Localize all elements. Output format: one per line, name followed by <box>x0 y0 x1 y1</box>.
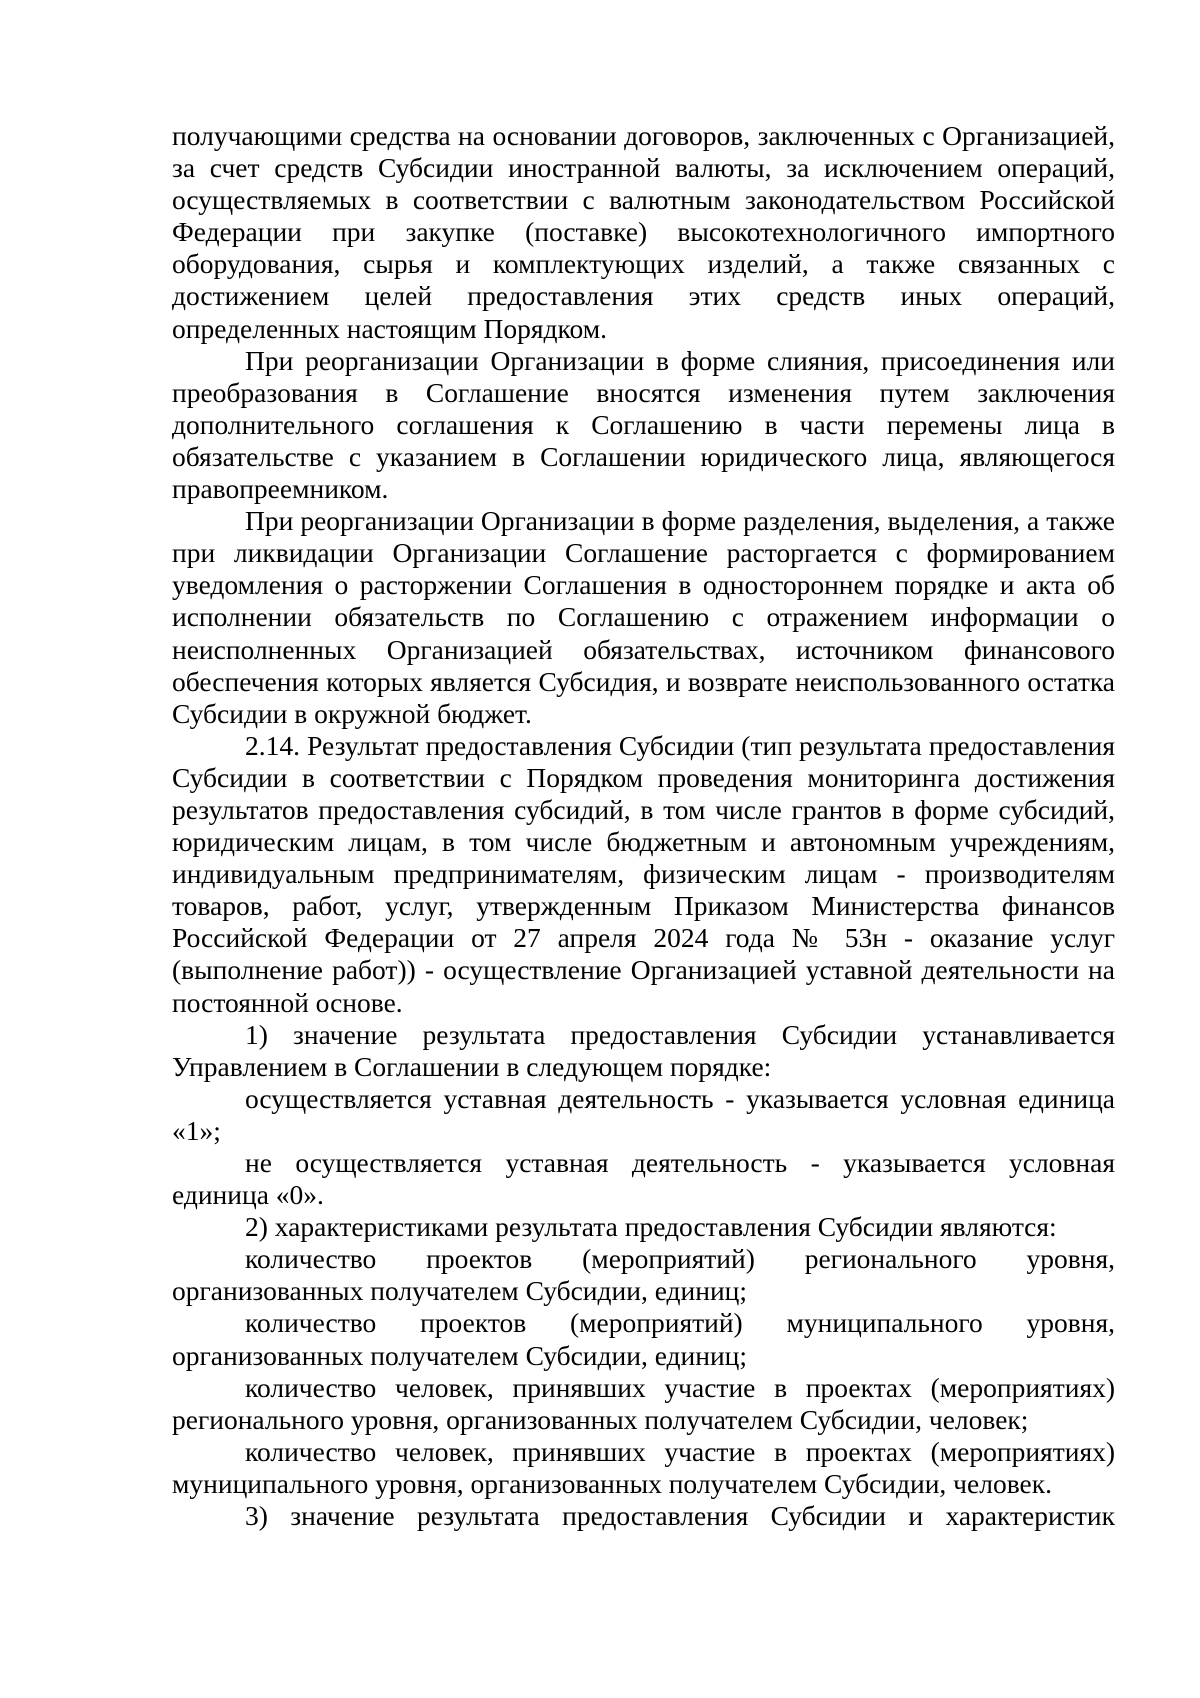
paragraph-item-2-regional-participants: количество человек, принявших участие в проектах (мероприятиях) регионального уровня, организованных получателем Субсидии, человек; <box>172 1371 1115 1435</box>
paragraph-item-1-activity: осуществляется уставная деятельность - указывается условная единица «1»; <box>172 1082 1115 1146</box>
paragraph-item-2-municipal-projects: количество проектов (мероприятий) муниципального уровня, организованных получателем Субсидии, единиц; <box>172 1307 1115 1371</box>
paragraph-item-3-trailing: 3) значение результата предоставления Субсидии и характеристик <box>245 1500 1115 1532</box>
paragraph-item-2: 2) характеристиками результата предоставления Субсидии являются: <box>245 1211 1057 1243</box>
paragraph-item-2-regional-projects: количество проектов (мероприятий) регионального уровня, организованных получателем Субсидии, единиц; <box>172 1243 1115 1307</box>
paragraph-2-14-result: 2.14. Результат предоставления Субсидии (тип результата предоставления Субсидии в соответствии с Порядком проведения мониторинга достижения результатов предоставления субсидий, в том числе грантов в форме субсидий, юридическим лицам, в том числе бюджетным и автономным учреждениям, индивидуальным предпринимателям, физическим лицам - производителям товаров, работ, услуг, утвержденным Приказом Министерства финансов Российской Федерации от 27 апреля 2024 года № 53н - оказание услуг (выполнение работ)) - осуществление Организацией уставной деятельности на постоянной основе. <box>172 729 1115 1018</box>
document-body <box>172 120 1115 1532</box>
paragraph-item-1: 1) значение результата предоставления Субсидии устанавливается Управлением в Соглашении в следующем порядке: <box>172 1018 1115 1082</box>
paragraph-item-1-no-activity: не осуществляется уставная деятельность - указывается условная единица «0». <box>172 1147 1115 1211</box>
paragraph-reorganization-merge: При реорганизации Организации в форме слияния, присоединения или преобразования в Соглашение вносятся изменения путем заключения дополнительного соглашения к Соглашению в части перемены лица в обязательстве с указанием в Соглашении юридического лица, являющегося правопреемником. <box>172 344 1115 505</box>
paragraph-continued-top: получающими средства на основании договоров, заключенных с Организацией, за счет средств Субсидии иностранной валюты, за исключением операций, осуществляемых в соответствии с валютным законодательством Российской Федерации при закупке (поставке) высокотехнологичного импортного оборудования, сырья и комплектующих изделий, а также связанных с достижением целей предоставления этих средств иных операций, определенных настоящим Порядком. <box>172 120 1115 344</box>
paragraph-reorganization-split: При реорганизации Организации в форме разделения, выделения, а также при ликвидации Организации Соглашение расторгается с формированием уведомления о расторжении Соглашения в одностороннем порядке и акта об исполнении обязательств по Соглашению с отражением информации о неисполненных Организацией обязательствах, источником финансового обеспечения которых является Субсидия, и возврате неиспользованного остатка Субсидии в окружной бюджет. <box>172 505 1115 729</box>
paragraph-item-2-municipal-participants: количество человек, принявших участие в проектах (мероприятиях) муниципального уровня, организованных получателем Субсидии, человек. <box>172 1435 1115 1499</box>
